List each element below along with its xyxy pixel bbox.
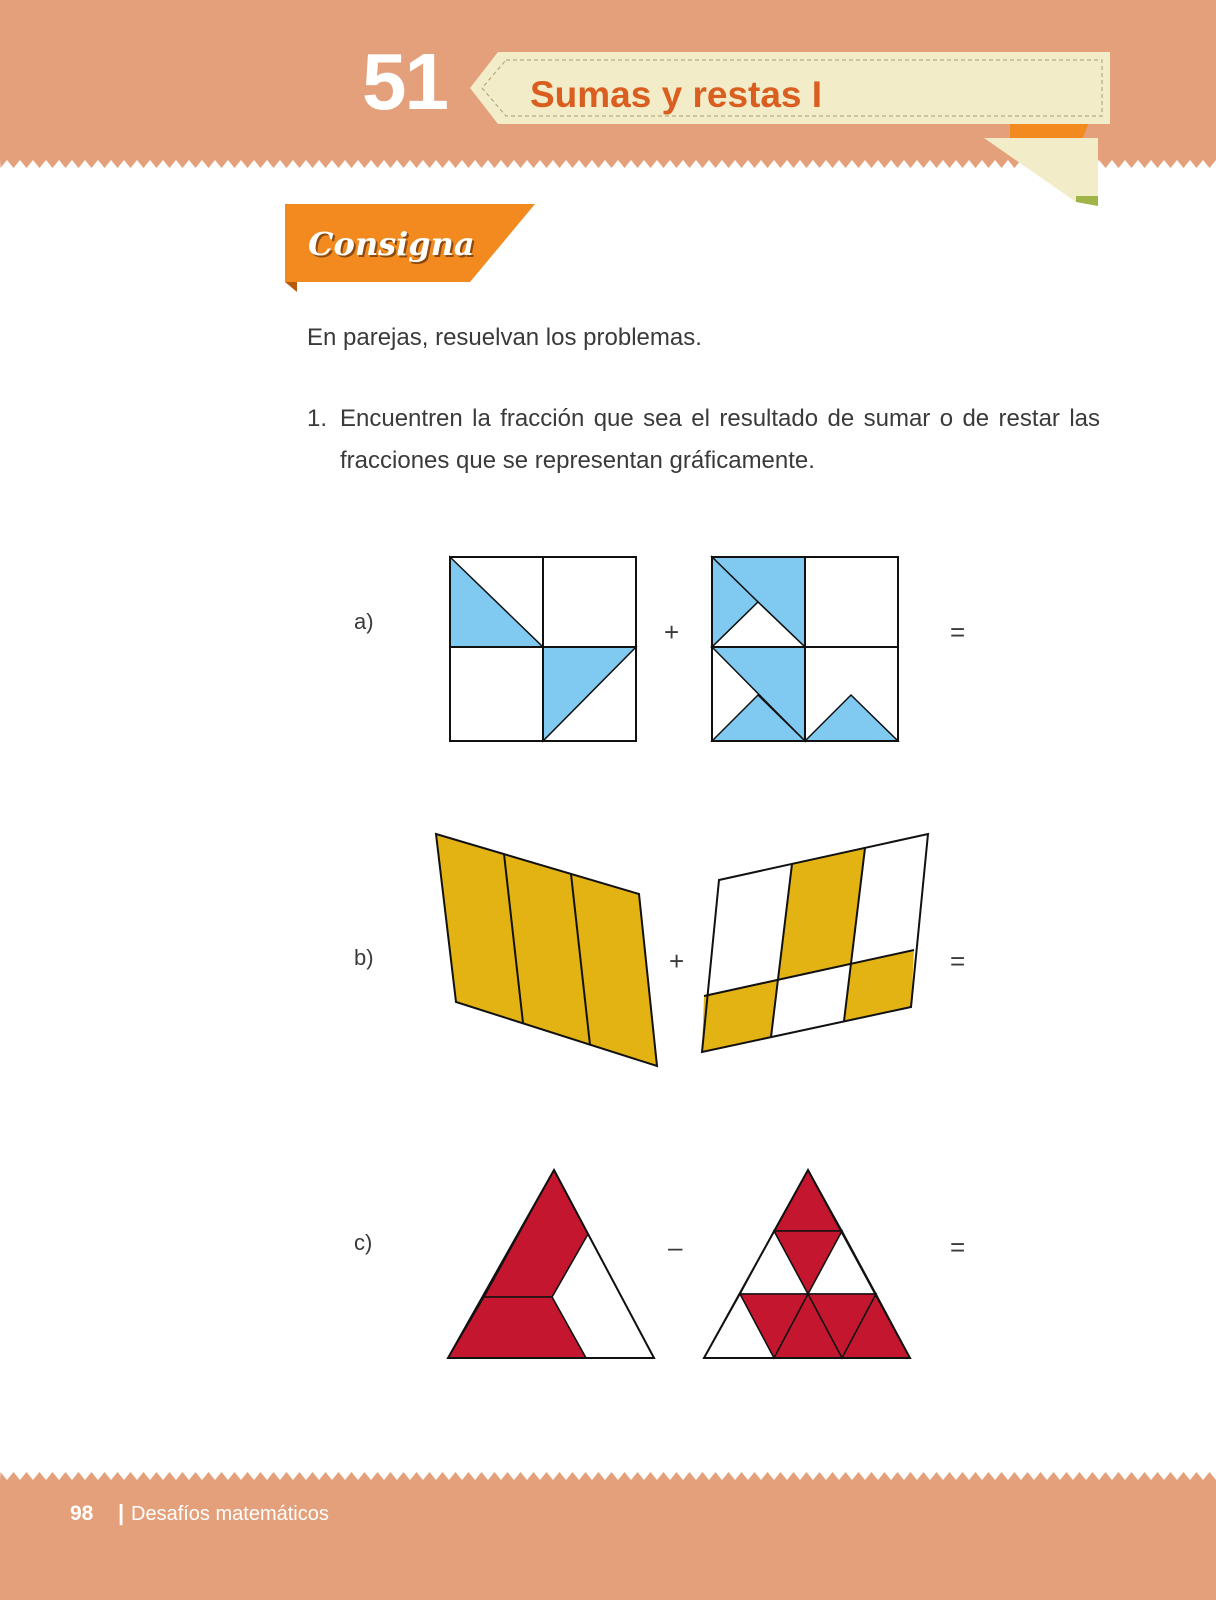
fraction-parallelogram-b2 [700,832,932,1070]
book-title: Desafíos matemáticos [131,1503,329,1525]
instructions-text: En parejas, resuelvan los problemas. [307,324,702,351]
item-b-operator: + [669,946,685,976]
item-c-label: c) [354,1230,373,1255]
consigna-label: Consigna [308,225,475,263]
item-b-equals: = [950,946,966,976]
footer-band [0,1460,1216,1600]
lesson-title: Sumas y restas I [530,74,823,115]
page-number: 98 [70,1502,94,1525]
footer-separator: | [118,1500,125,1525]
problem-number: 1. [307,405,328,432]
item-a-label: a) [354,609,374,634]
item-a-operator: + [664,617,680,647]
item-b-label: b) [354,945,374,970]
item-c-equals: = [950,1232,966,1262]
problem-text: Encuentren la fracción que sea el resultado de sumar o de restar las fracciones que se representan gráficamente. [340,405,1100,474]
fraction-parallelogram-b1 [432,830,662,1070]
problem-1 [307,398,1100,482]
lesson-number: 51 [362,37,447,126]
fraction-square-a1 [448,555,640,745]
fraction-square-a2 [710,555,902,745]
item-c-operator: – [668,1232,683,1262]
item-a-equals: = [950,617,966,647]
fraction-triangle-c1 [444,1168,660,1362]
fraction-triangle-c2 [700,1168,916,1362]
